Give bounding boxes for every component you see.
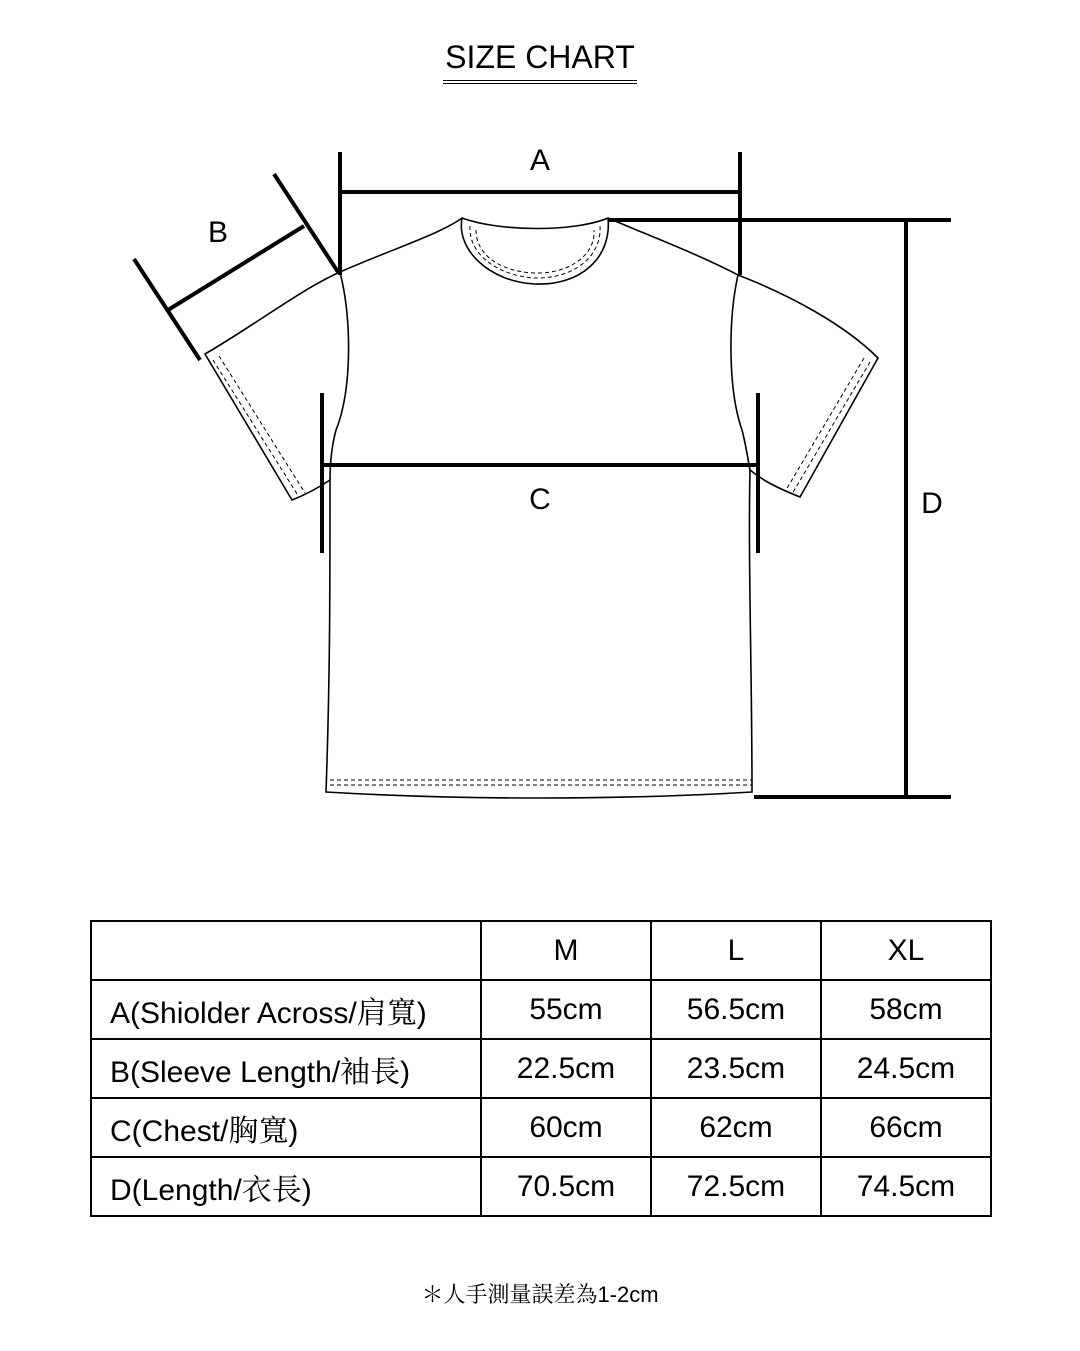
- table-cell: 70.5cm: [481, 1157, 651, 1216]
- table-cell: 58cm: [821, 980, 991, 1039]
- table-row: [91, 1157, 991, 1216]
- table-cell: 74.5cm: [821, 1157, 991, 1216]
- row-label: A(Shiolder Across/肩寬): [91, 980, 481, 1039]
- table-cell: 72.5cm: [651, 1157, 821, 1216]
- table-cell: 24.5cm: [821, 1039, 991, 1098]
- row-label: B(Sleeve Length/袖長): [91, 1039, 481, 1098]
- dimension-b: [134, 174, 338, 360]
- dimension-d: [608, 220, 951, 797]
- table-header-cell: [91, 921, 481, 980]
- label-b: B: [207, 216, 229, 249]
- size-table: [90, 920, 992, 1217]
- dimension-c: [322, 393, 758, 553]
- table-cell: 56.5cm: [651, 980, 821, 1039]
- table-cell: 23.5cm: [651, 1039, 821, 1098]
- table-cell: 55cm: [481, 980, 651, 1039]
- table-row: [91, 1098, 991, 1157]
- row-label: C(Chest/胸寬): [91, 1098, 481, 1157]
- table-cell: 66cm: [821, 1098, 991, 1157]
- label-a: A: [529, 144, 551, 177]
- table-row: [91, 980, 991, 1039]
- label-d: D: [921, 487, 943, 520]
- table-header-cell: M: [481, 921, 651, 980]
- table-cell: 22.5cm: [481, 1039, 651, 1098]
- measurement-note: ＊人手測量誤差為1-2cm: [421, 1282, 659, 1307]
- label-c: C: [529, 483, 551, 516]
- table-header-cell: L: [651, 921, 821, 980]
- page-title: SIZE CHART: [443, 38, 637, 84]
- table-cell: 62cm: [651, 1098, 821, 1157]
- table-row: [91, 1039, 991, 1098]
- row-label: D(Length/衣長): [91, 1157, 481, 1216]
- table-header-cell: XL: [821, 921, 991, 980]
- table-header-row: [91, 921, 991, 980]
- table-cell: 60cm: [481, 1098, 651, 1157]
